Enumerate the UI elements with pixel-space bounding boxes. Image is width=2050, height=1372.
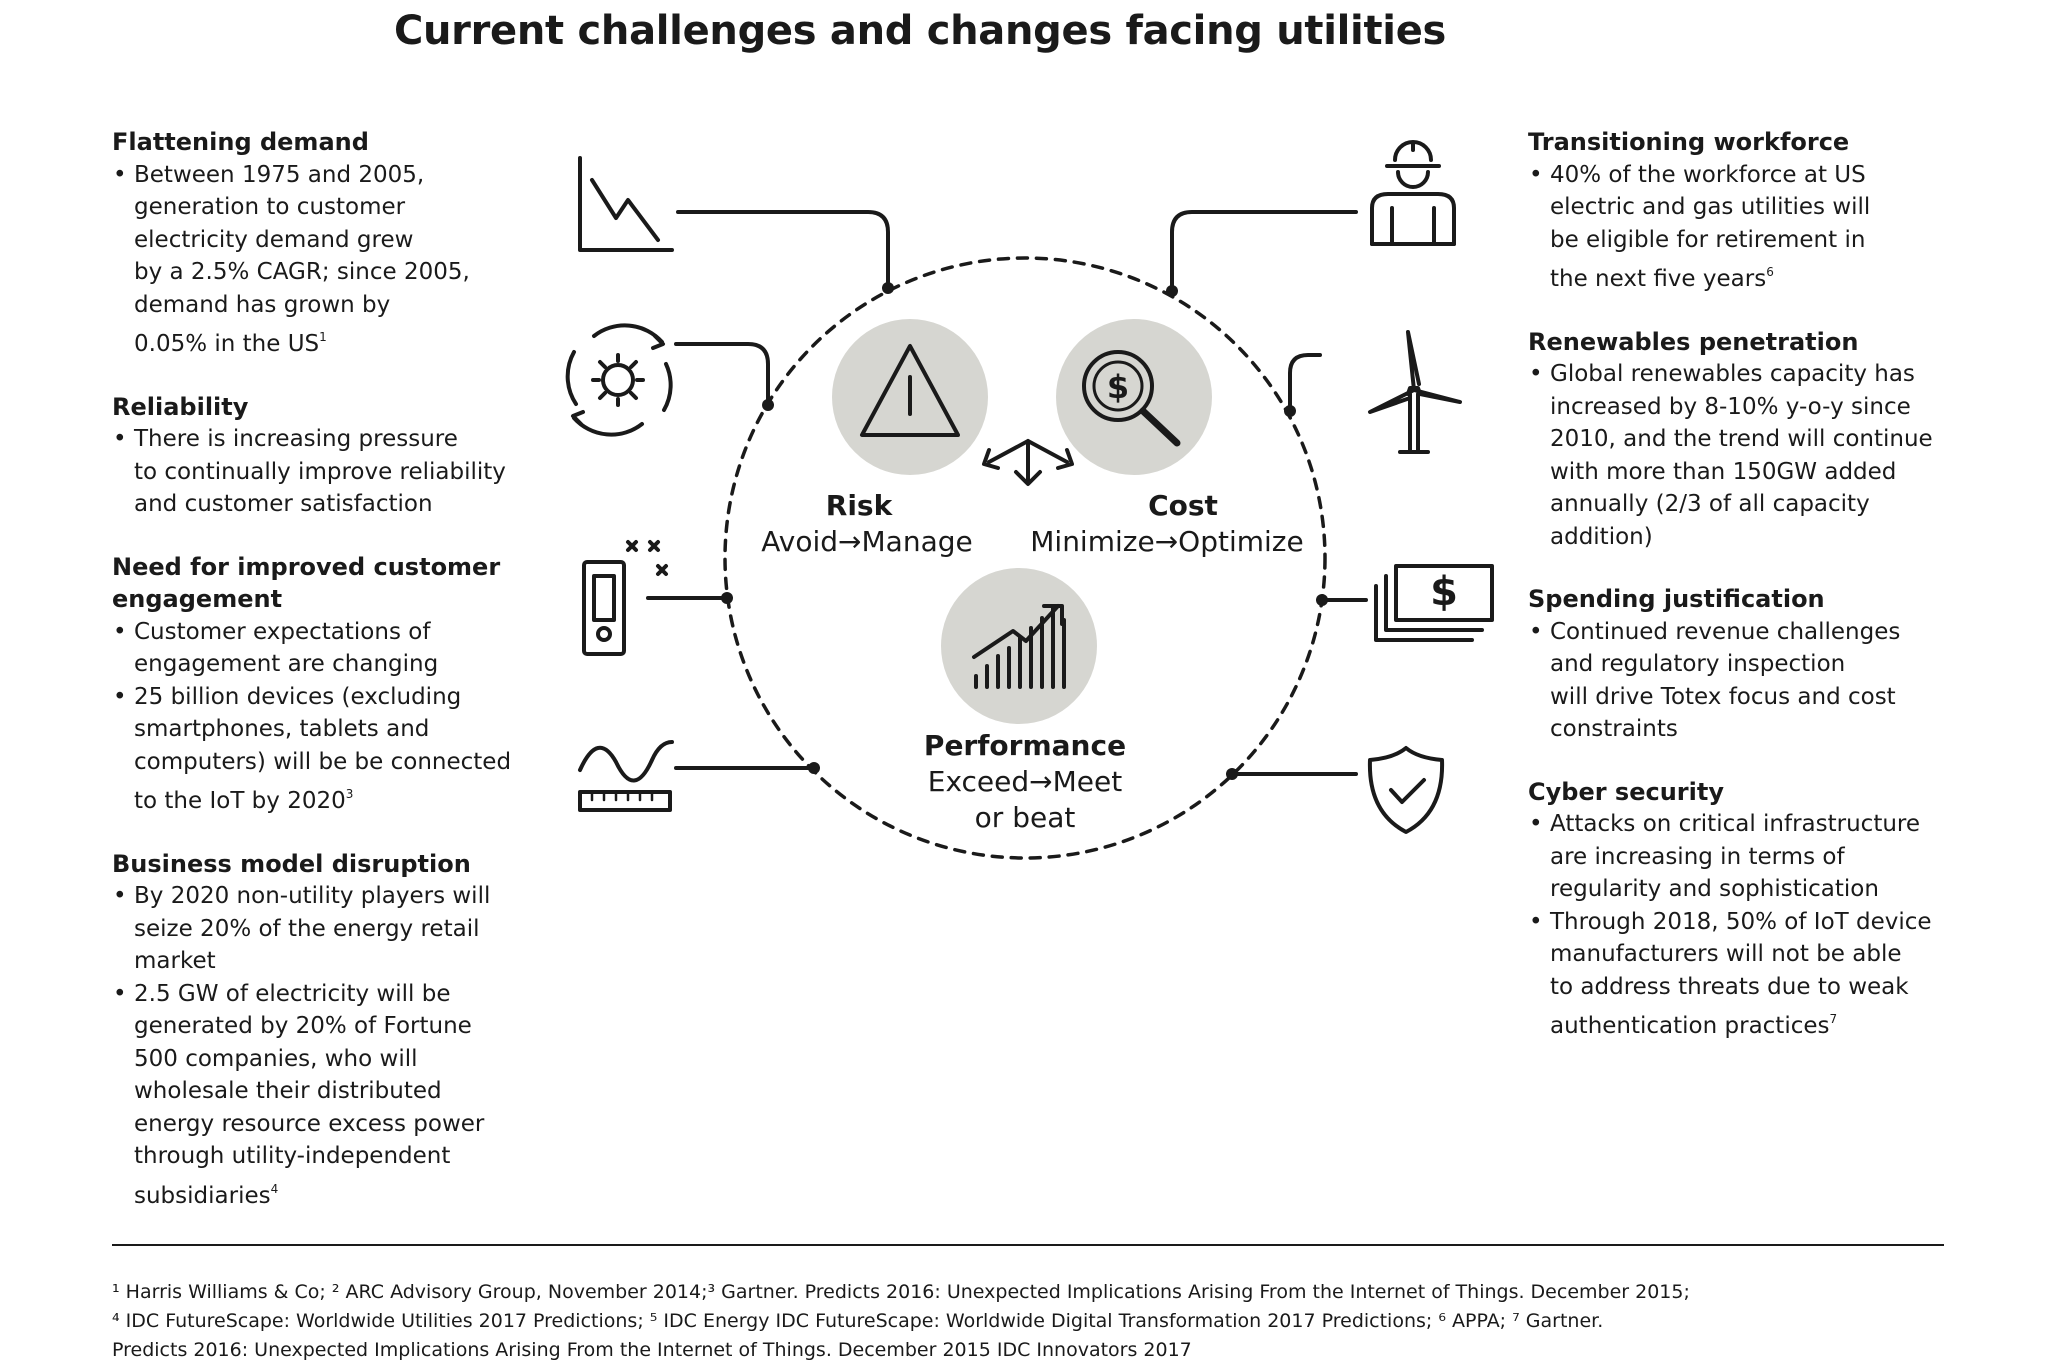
footnotes — [112, 1278, 1952, 1365]
footnote-line: ¹ Harris Williams & Co; ² ARC Advisory Group, November 2014;³ Gartner. Predicts 2016: Unexpected Implications Arising From the Internet of Things. December 2015; — [112, 1281, 1690, 1303]
cost-transition: Minimize→Optimize — [1030, 525, 1304, 558]
section-title: Business model disruption — [112, 849, 471, 878]
bullet-item: • 2.5 GW of electricity will be generated by 20% of Fortune 500 companies, who will wholesale their distributed energy resource excess power through utility-independent subsidiaries$^4$ — [112, 978, 552, 1213]
bullet-item: • Through 2018, 50% of IoT device manufacturers will not be able to address threats due to weak authentication practices$^7$ — [1528, 906, 2028, 1043]
section-title: Spending justification — [1528, 585, 1825, 613]
performance-label-group — [880, 728, 1170, 836]
risk-transition: Avoid→Manage — [761, 525, 973, 558]
page-title: Current challenges and changes facing utilities — [393, 8, 1447, 54]
bullet-item: • Continued revenue challenges and regulatory inspection will drive Totex focus and cost constraints — [1528, 616, 2028, 746]
money-dollar-sign: $ — [1430, 569, 1458, 615]
bullet-item: • Global renewables capacity has increased by 8-10% y-o-y since 2010, and the trend will continue with more than 150GW added annually (2/3 of all capacity addition) — [1528, 358, 2028, 553]
connector-dot — [808, 762, 820, 774]
bullet-item: • Between 1975 and 2005, generation to customer electricity demand grew by a 2.5% CAGR; since 2005, demand has grown by 0.05% in the $US^1$ — [112, 159, 552, 361]
worker-icon — [1372, 142, 1454, 244]
section-title: Reliability — [112, 392, 249, 421]
section-title: Need for improved customer engagement — [112, 552, 501, 613]
section-title: Cyber security — [1528, 777, 1724, 806]
connector-line — [676, 344, 768, 404]
bullet-item: • 40% of the workforce at US electric and gas utilities will be eligible for retirement in the next five years$^6$ — [1528, 159, 2028, 296]
bullet-item: • Attacks on critical infrastructure are increasing in terms of regularity and sophistication — [1528, 808, 2028, 906]
section-title: Renewables penetration — [1528, 327, 1859, 356]
dollar-sign: $ — [1106, 368, 1130, 406]
performance-transition: Exceed→Meet — [927, 765, 1123, 798]
cost-disc — [1056, 319, 1212, 475]
connector-dot — [1226, 768, 1238, 780]
performance-transition-cont: or beat — [974, 801, 1076, 834]
connector-dot — [1284, 405, 1296, 417]
connector-line — [1290, 355, 1320, 410]
sine-wave-ruler-icon — [580, 742, 672, 810]
three-way-arrows-icon — [984, 441, 1072, 484]
cost-title: Cost — [1148, 489, 1218, 522]
shield-check-icon — [1370, 748, 1442, 832]
bullet-item: • There is increasing pressure to continually improve reliability and customer satisfaction — [112, 423, 552, 521]
footnote-divider — [112, 1244, 1944, 1246]
section-title: Transitioning workforce — [1528, 128, 1850, 156]
connector-dot — [762, 399, 774, 411]
bullet-item: • By 2020 non-utility players will seize 20% of the energy retail market — [112, 880, 552, 978]
footnote-line: Predicts 2016: Unexpected Implications Arising From the Internet of Things. December 2015 IDC Innovators 2017 — [112, 1339, 1192, 1361]
footnote-line: ⁴ IDC FutureScape: Worldwide Utilities 2017 Predictions; ⁵ IDC Energy IDC FutureScape: Worldwide Digital Transformation 2017 Predictions; ⁶ APPA; ⁷ Gartner. — [112, 1310, 1604, 1332]
risk-title: Risk — [825, 489, 893, 522]
performance-title: Performance — [923, 729, 1127, 762]
bullet-item: • Customer expectations of engagement are changing — [112, 616, 552, 681]
risk-label-group — [742, 488, 992, 560]
declining-chart-icon — [580, 158, 672, 250]
connector-dot — [882, 282, 894, 294]
connector-line — [678, 212, 888, 286]
connector-dot — [721, 592, 733, 604]
gear-cycle-icon — [568, 325, 671, 434]
cost-label-group — [1002, 488, 1332, 560]
connector-dot — [1316, 594, 1328, 606]
wind-turbine-icon — [1370, 332, 1460, 452]
bullet-item: • 25 billion devices (excluding smartphones, tablets and computers) will be be connected to the IoT by 2020$^3$ — [112, 681, 552, 818]
connector-line — [1172, 212, 1356, 290]
connector-dot — [1166, 285, 1178, 297]
section-title: Flattening demand — [112, 128, 369, 156]
